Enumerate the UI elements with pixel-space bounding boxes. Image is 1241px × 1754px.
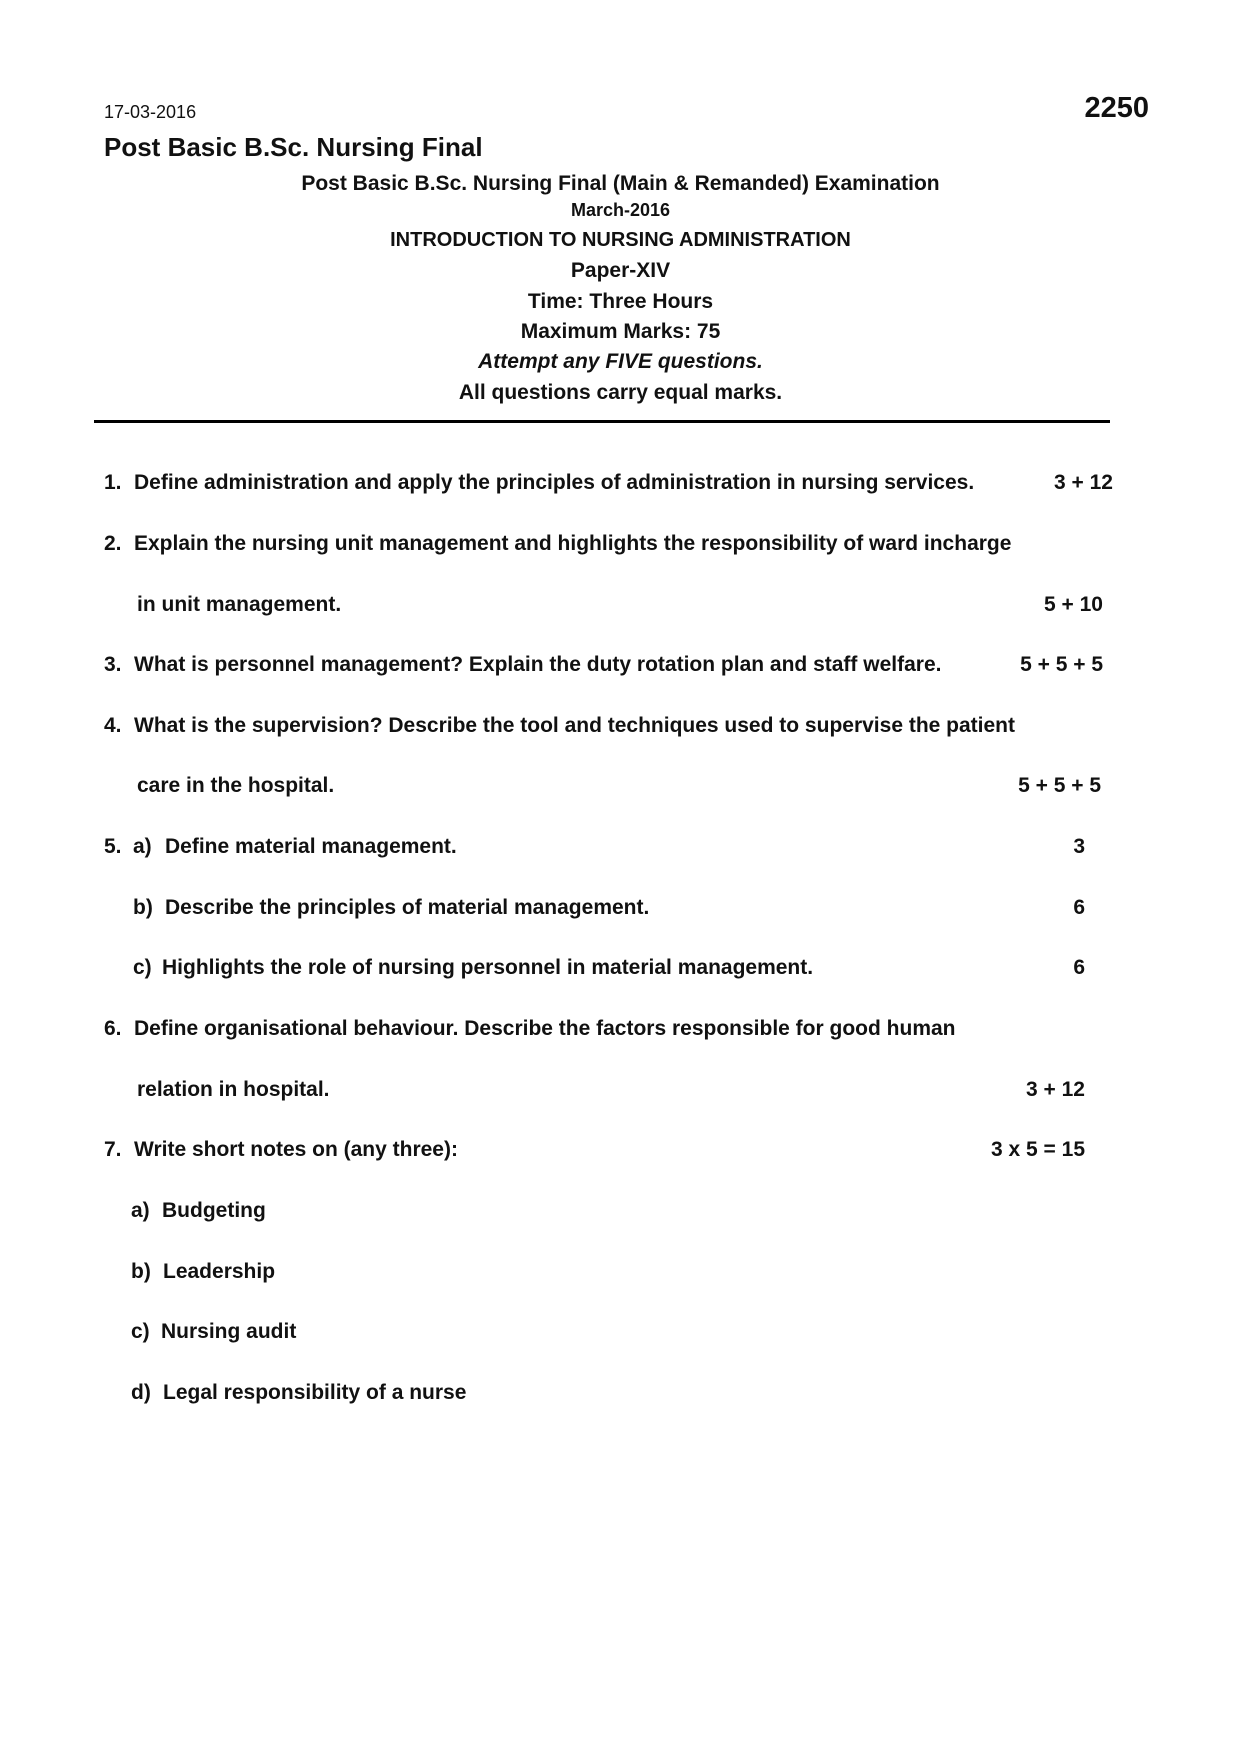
header-divider — [94, 420, 1110, 423]
question-5c-marks: 6 — [1073, 956, 1085, 979]
exam-date: 17-03-2016 — [104, 102, 197, 122]
question-6-text: Define organisational behaviour. Describe the factors responsible for good human — [134, 1017, 956, 1040]
instruction-equal-marks: All questions carry equal marks. — [458, 381, 783, 404]
question-5c-label: c) — [133, 956, 152, 979]
question-5b-marks: 6 — [1073, 896, 1085, 919]
question-4-marks: 5 + 5 + 5 — [1018, 774, 1101, 797]
question-5a-text: Define material management. — [165, 835, 457, 858]
question-2-continuation: in unit management. — [137, 593, 342, 616]
question-2-marks: 5 + 10 — [1044, 593, 1103, 616]
question-7b-label: b) — [131, 1260, 151, 1283]
question-4-text: What is the supervision? Describe the tool and techniques used to supervise the patient — [134, 714, 1015, 737]
question-4-number: 4. — [104, 714, 122, 737]
question-3-number: 3. — [104, 653, 122, 676]
question-1-number: 1. — [104, 471, 122, 494]
question-5b-label: b) — [133, 896, 153, 919]
question-1-marks: 3 + 12 — [1054, 471, 1113, 494]
question-5b-text: Describe the principles of material management. — [165, 896, 650, 919]
question-7c-text: Nursing audit — [161, 1320, 297, 1343]
question-5a-label: a) — [133, 835, 152, 858]
question-7c-label: c) — [131, 1320, 150, 1343]
question-3-marks: 5 + 5 + 5 — [1020, 653, 1103, 676]
maximum-marks: Maximum Marks: 75 — [520, 320, 721, 343]
question-2-text: Explain the nursing unit management and highlights the responsibility of ward incharge — [134, 532, 1012, 555]
question-3-text: What is personnel management? Explain the duty rotation plan and staff welfare. — [134, 653, 942, 676]
exam-session: March-2016 — [570, 200, 671, 220]
question-7b-text: Leadership — [163, 1260, 276, 1283]
question-7-text: Write short notes on (any three): — [134, 1138, 458, 1161]
question-7-number: 7. — [104, 1138, 122, 1161]
question-6-continuation: relation in hospital. — [137, 1078, 330, 1101]
question-7a-label: a) — [131, 1199, 150, 1222]
course-title: Post Basic B.Sc. Nursing Final — [104, 132, 483, 162]
subject-title: INTRODUCTION TO NURSING ADMINISTRATION — [390, 229, 851, 251]
question-7a-text: Budgeting — [162, 1199, 266, 1222]
question-6-number: 6. — [104, 1017, 122, 1040]
paper-number: Paper-XIV — [570, 259, 671, 282]
question-5a-marks: 3 — [1073, 835, 1085, 858]
question-7d-label: d) — [131, 1381, 151, 1404]
question-7-marks: 3 x 5 = 15 — [991, 1138, 1085, 1161]
question-2-number: 2. — [104, 532, 122, 555]
question-1-text: Define administration and apply the principles of administration in nursing services. — [134, 471, 975, 494]
paper-code: 2250 — [1084, 92, 1149, 124]
question-7d-text: Legal responsibility of a nurse — [163, 1381, 467, 1404]
instruction-attempt: Attempt any FIVE questions. — [478, 350, 763, 373]
exam-title: Post Basic B.Sc. Nursing Final (Main & Remanded) Examination — [301, 172, 940, 195]
question-6-marks: 3 + 12 — [1026, 1078, 1085, 1101]
time-allowed: Time: Three Hours — [527, 290, 714, 313]
question-5-number: 5. — [104, 835, 122, 858]
question-5c-text: Highlights the role of nursing personnel in material management. — [162, 956, 814, 979]
question-4-continuation: care in the hospital. — [137, 774, 335, 797]
